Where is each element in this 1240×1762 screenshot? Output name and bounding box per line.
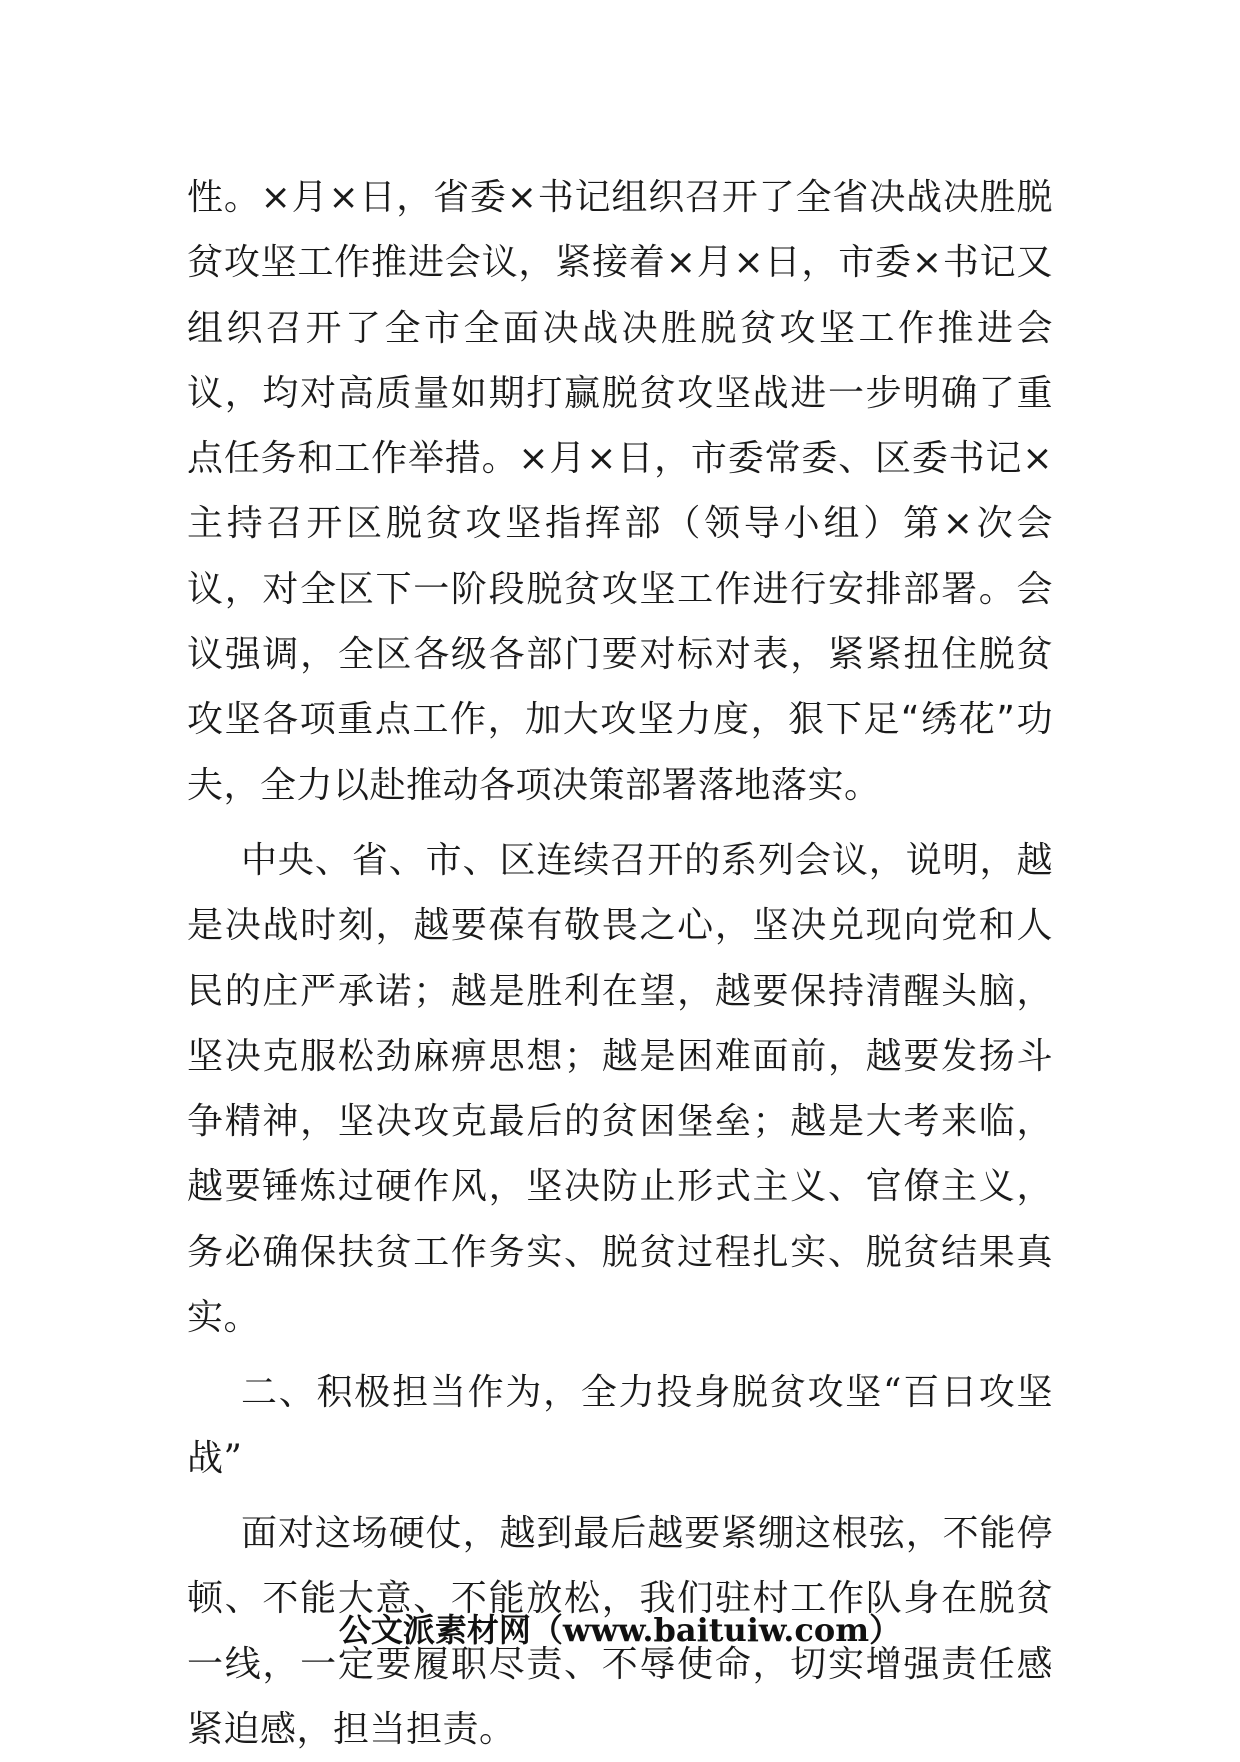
section-heading: 二、积极担当作为，全力投身脱贫攻坚“百日攻坚战” (187, 1372, 1053, 1479)
paragraph-meetings-summary: 中央、省、市、区连续召开的系列会议，说明，越是决战时刻，越要葆有敬畏之心，坚决兑现向党和人民的庄严承诺；越是胜利在望，越要保持清醒头脑，坚决克服松劲麻痹思想；越是困难面前，越要发扬斗争精神，坚决攻克最后的贫困堡垒；越是大考来临，越要锤炼过硬作风，坚决防止形式主义、官僚主义，务必确保扶贫工作务实、脱贫过程扎实、脱贫结果真实。 (187, 839, 1053, 1339)
paragraph-responsibility: 面对这场硬仗，越到最后越要紧绷这根弦，不能停顿、不能大意、不能放松，我们驻村工作队身在脱贫一线，一定要履职尽责、不辱使命，切实增强责任感紧迫感，担当担责。 (187, 1512, 1053, 1750)
source-watermark-footer: 公文派素材网（www.baituiw.com） (338, 1611, 902, 1649)
document-body (187, 165, 1053, 1762)
paragraph-continuation: 性。×月×日，省委×书记组织召开了全省决战决胜脱贫攻坚工作推进会议，紧接着×月×日，市委×书记又组织召开了全市全面决战决胜脱贫攻坚工作推进会议，均对高质量如期打赢脱贫攻坚战进一步明确了重点任务和工作举措。×月×日，市委常委、区委书记×主持召开区脱贫攻坚指挥部（领导小组）第×次会议，对全区下一阶段脱贫攻坚工作进行安排部署。会议强调，全区各级各部门要对标对表，紧紧扭住脱贫攻坚各项重点工作，加大攻坚力度，狠下足“绣花”功夫，全力以赴推动各项决策部署落地落实。 (187, 177, 1053, 806)
